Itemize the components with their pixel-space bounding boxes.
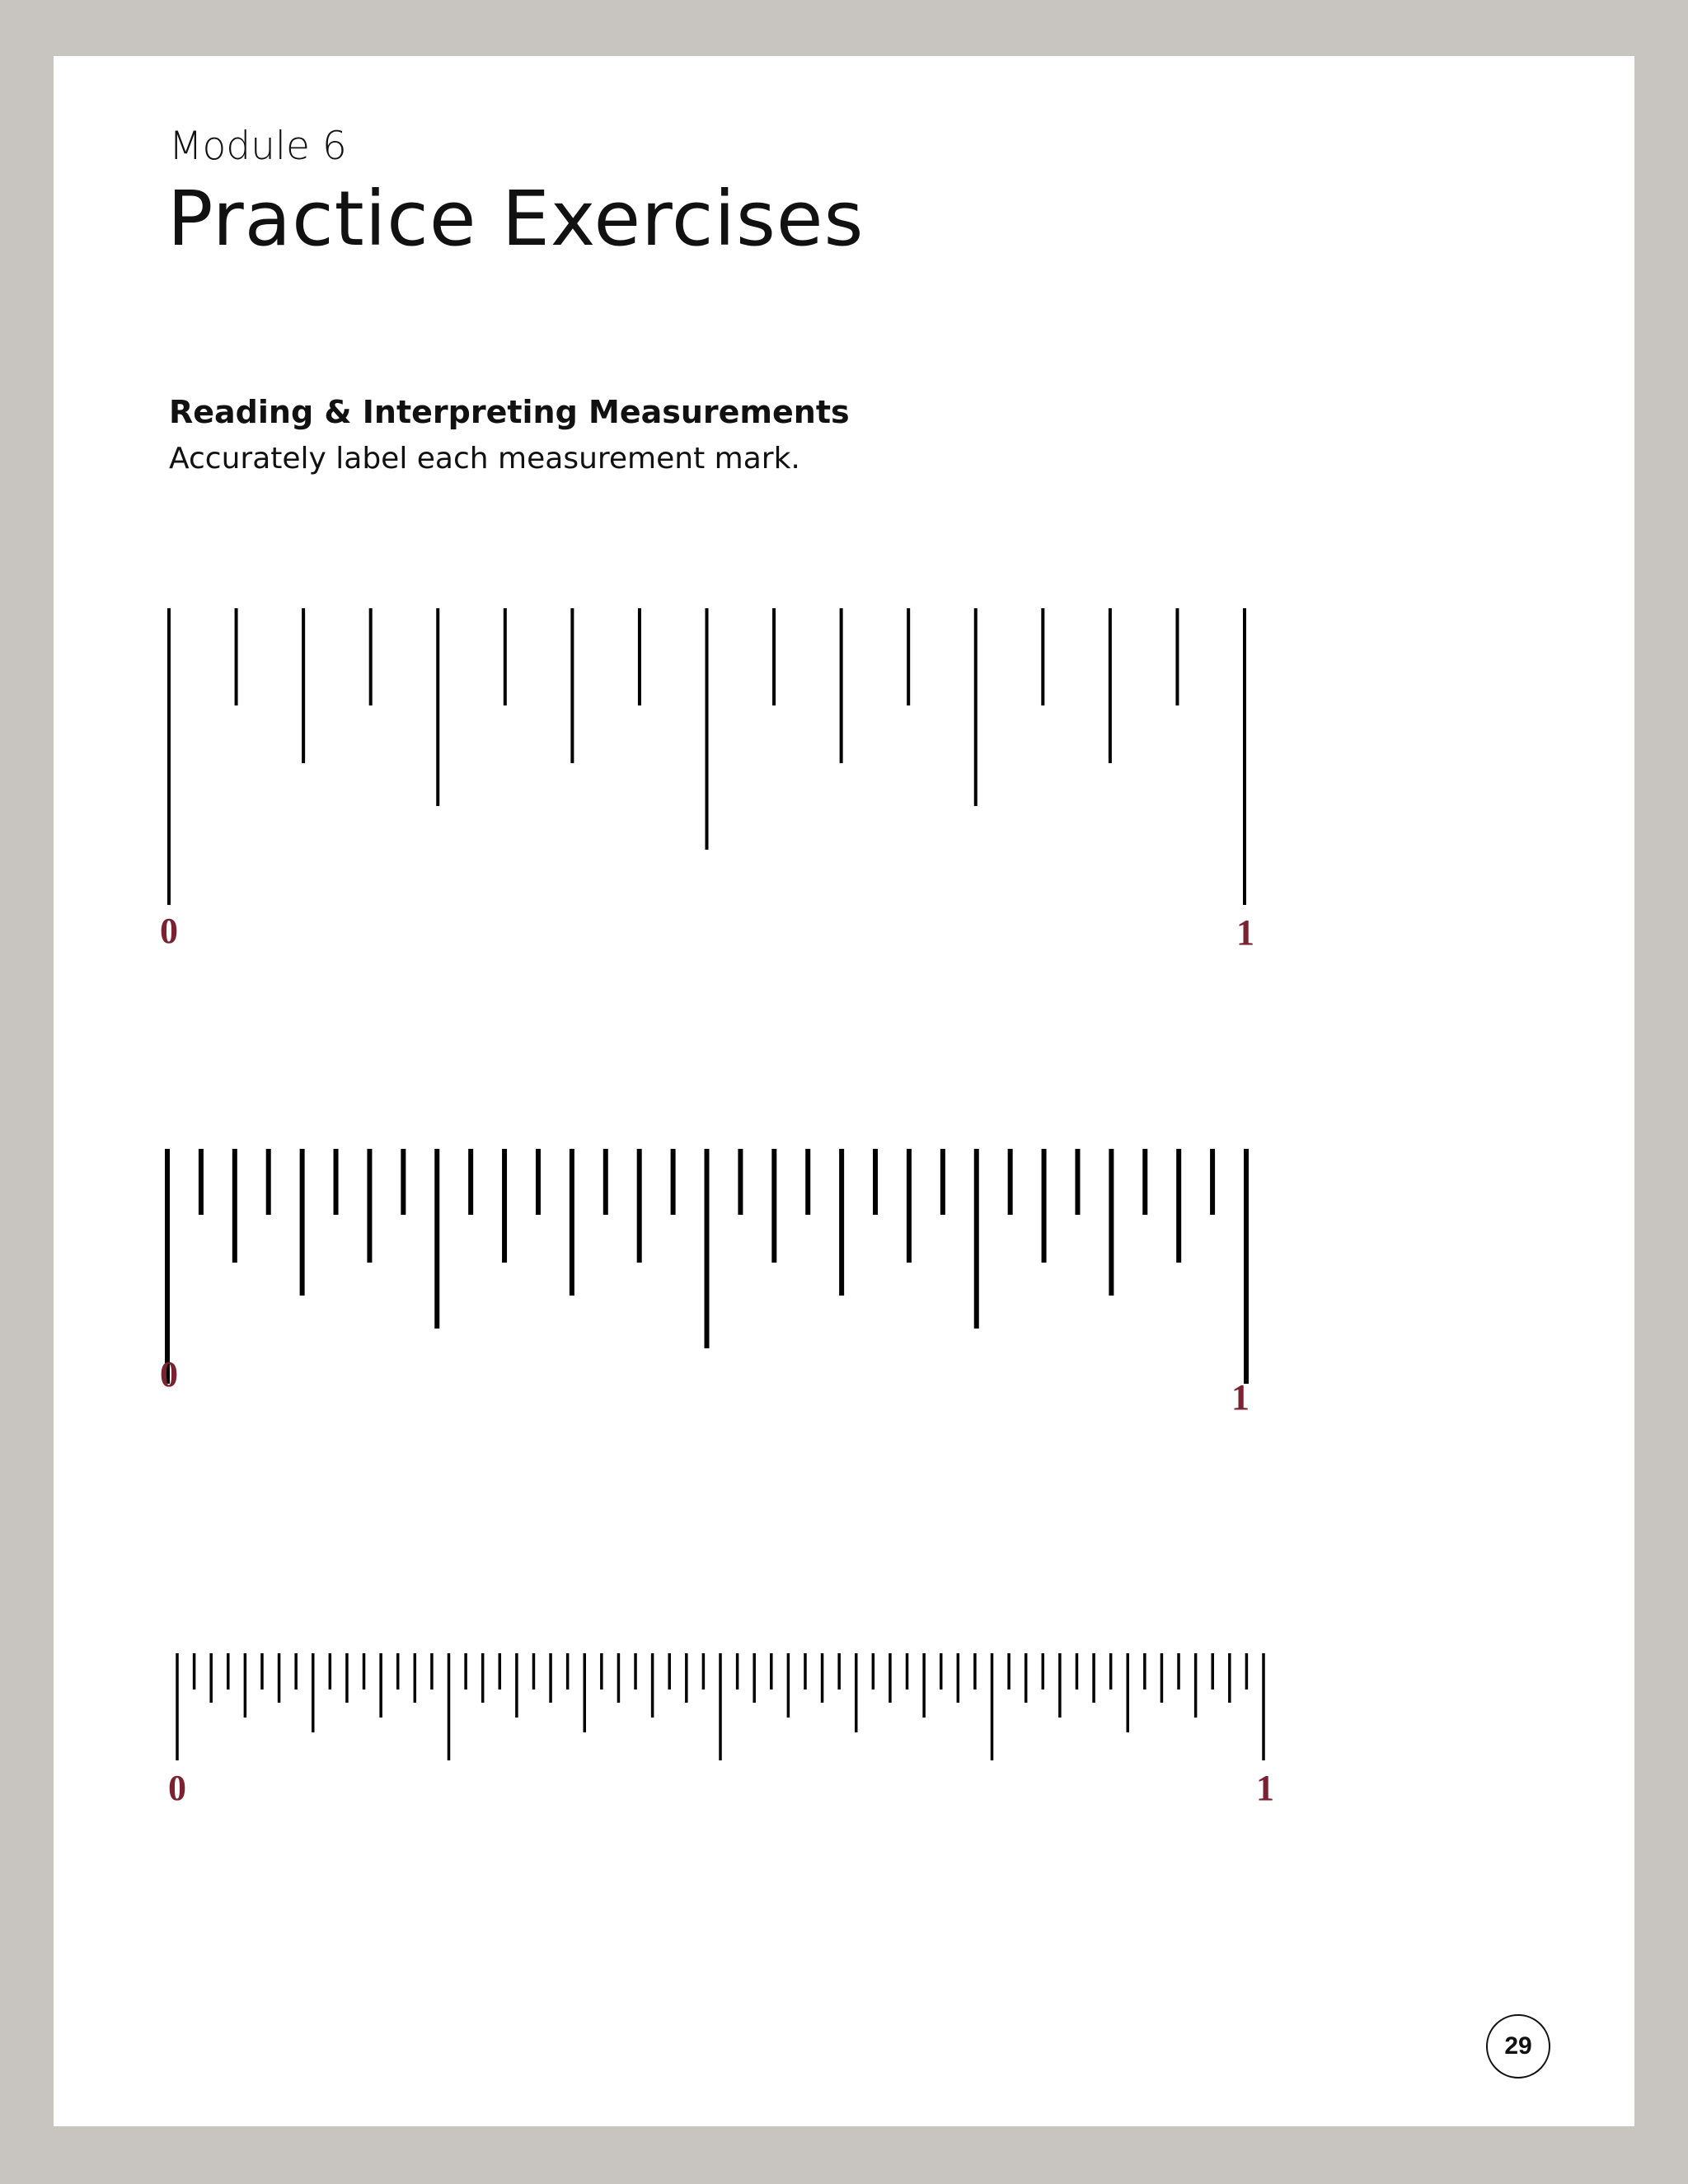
- ruler-2-start-label: 0: [160, 1354, 178, 1394]
- section-heading: Reading & Interpreting Measurements: [169, 394, 850, 430]
- ruler-1-end-label: 1: [1236, 912, 1254, 953]
- ruler-3-end-label: 1: [1256, 1768, 1274, 1808]
- module-label: Module 6: [169, 124, 347, 169]
- worksheet-page: [54, 56, 1634, 2126]
- page-title: Practice Exercises: [167, 175, 865, 263]
- ruler-3-start-label: 0: [168, 1768, 186, 1808]
- ruler-2-end-label: 1: [1231, 1377, 1250, 1418]
- instructions-text: Accurately label each measurement mark.: [169, 442, 800, 476]
- page-number-badge: 29: [1486, 2014, 1550, 2079]
- ruler-1-start-label: 0: [160, 911, 178, 951]
